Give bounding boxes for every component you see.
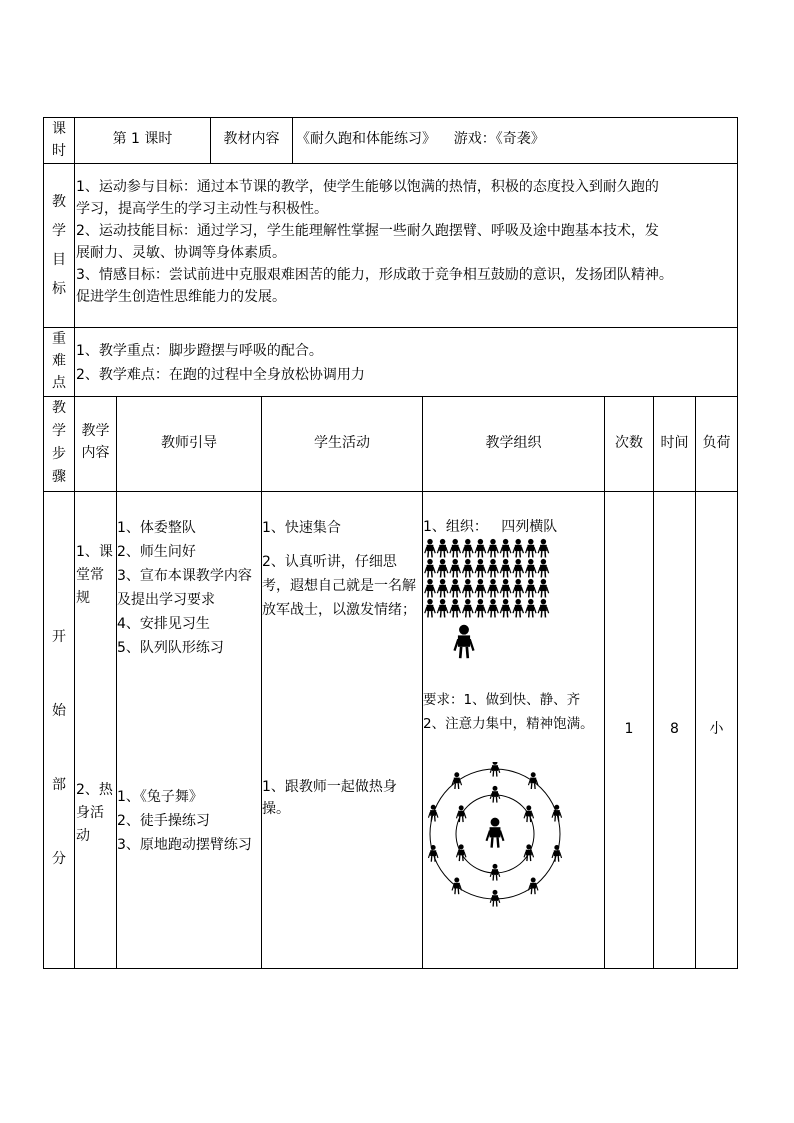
- student-figure-icon: [452, 877, 462, 894]
- content-label: 教材内容: [223, 131, 280, 147]
- times-value: 1: [624, 721, 634, 737]
- section-content-1: 1、课堂常规: [76, 544, 113, 606]
- teacher-item: 5、队列队形练习: [117, 640, 224, 656]
- student-figure-icon: [475, 539, 486, 557]
- objectives-label: 教学目标: [52, 194, 66, 297]
- student-figure-icon: [437, 579, 448, 597]
- student-figure-icon: [425, 599, 436, 617]
- student-figure-icon: [538, 539, 549, 557]
- student-figure-icon: [528, 772, 538, 789]
- student-figure-icon: [425, 579, 436, 597]
- header-teacher: 教师引导: [161, 435, 217, 451]
- student-figure-icon: [428, 845, 438, 862]
- objective-line: 促进学生创造性思维能力的发展。: [76, 289, 286, 305]
- four-row-formation-diagram: [423, 536, 604, 666]
- student-figure-icon: [475, 599, 486, 617]
- organization-requirements: [423, 688, 604, 736]
- student-figure-icon: [450, 579, 461, 597]
- student-figure-icon: [528, 877, 538, 894]
- student-figure-icon: [437, 559, 448, 577]
- objective-line: 3、情感目标：尝试前进中克服艰难困苦的能力，形成敢于竞争相互鼓励的意识，发扬团队精神。: [76, 267, 673, 283]
- content-value: 《耐久跑和体能练习》 游戏：《奇袭》: [296, 131, 545, 147]
- load-value: 小: [709, 721, 724, 737]
- student-figure-icon: [552, 845, 562, 862]
- teacher-item: 3、原地跑动摆臂练习: [117, 837, 252, 853]
- student-figure-icon: [526, 559, 537, 577]
- student-figure-icon: [500, 599, 511, 617]
- student-figure-icon: [490, 890, 500, 907]
- student-figure-icon: [490, 762, 500, 777]
- header-organization: 教学组织: [485, 435, 542, 451]
- teacher-item: 2、师生问好: [117, 544, 196, 560]
- student-figure-icon: [513, 539, 524, 557]
- student-figure-icon: [456, 805, 466, 822]
- teacher-item: 1、《兔子舞》: [117, 789, 203, 805]
- student-figure-icon: [552, 805, 562, 822]
- student-figure-icon: [425, 539, 436, 557]
- student-figure-icon: [488, 559, 499, 577]
- student-item: 2、认真听讲，仔细思考，遐想自己就是一名解放军战士，以激发情绪；: [262, 554, 416, 618]
- duration-value: 8: [670, 721, 679, 737]
- objective-line: 2、运动技能目标：通过学习，学生能理解性掌握一些耐久跑摆臂、呼吸及途中跑基本技术，发: [76, 223, 659, 239]
- student-figure-icon: [475, 579, 486, 597]
- student-figure-icon: [463, 599, 474, 617]
- objective-line: 展耐力、灵敏、协调等身体素质。: [76, 245, 286, 261]
- student-item: 1、快速集合: [262, 520, 341, 536]
- student-figure-icon: [500, 579, 511, 597]
- student-figure-icon: [526, 599, 537, 617]
- student-figure-icon: [450, 599, 461, 617]
- student-figure-icon: [490, 864, 500, 881]
- key-points-label: 重难点: [52, 331, 66, 391]
- teacher-guide-2: [117, 785, 261, 857]
- student-figure-icon: [463, 559, 474, 577]
- student-figure-icon: [500, 559, 511, 577]
- header-content: 教学内容: [81, 423, 110, 461]
- teacher-item: 1、体委整队: [117, 520, 196, 536]
- student-figure-icon: [513, 559, 524, 577]
- student-figure-icon: [437, 599, 448, 617]
- warmup-circle-diagram: [423, 762, 604, 912]
- teacher-guide-1: [117, 516, 261, 660]
- section-label: 开始部分: [52, 629, 66, 867]
- student-figure-icon: [488, 539, 499, 557]
- requirement-line: 要求：1、做到快、静、齐: [423, 692, 581, 708]
- student-figure-icon: [538, 579, 549, 597]
- teacher-item: 4、安排见习生: [117, 616, 210, 632]
- student-figure-icon: [437, 539, 448, 557]
- student-activity-2: [262, 776, 422, 820]
- student-figure-icon: [526, 579, 537, 597]
- student-figure-icon: [500, 539, 511, 557]
- header-duration: 时间: [660, 435, 689, 451]
- student-figure-icon: [488, 599, 499, 617]
- student-item: 1、跟教师一起做热身操。: [262, 779, 397, 817]
- header-load: 负荷: [702, 435, 731, 451]
- student-figure-icon: [450, 559, 461, 577]
- student-figure-icon: [463, 579, 474, 597]
- header-times: 次数: [615, 435, 643, 451]
- key-point-line: 1、教学重点：脚步蹬摆与呼吸的配合。: [76, 343, 323, 359]
- student-figure-icon: [538, 599, 549, 617]
- organization-title: 1、组织： 四列横队: [423, 519, 558, 535]
- objective-line: 1、运动参与目标：通过本节课的教学，使学生能够以饱满的热情，积极的态度投入到耐久跑的: [76, 179, 659, 195]
- teacher-center-icon: [487, 818, 504, 848]
- teacher-figure-icon: [455, 625, 474, 658]
- student-figure-icon: [450, 539, 461, 557]
- header-steps: 教学步骤: [52, 400, 66, 485]
- student-figure-icon: [538, 559, 549, 577]
- student-figure-icon: [513, 579, 524, 597]
- key-point-line: 2、教学难点：在跑的过程中全身放松协调用力: [76, 367, 365, 383]
- student-figure-icon: [513, 599, 524, 617]
- header-student: 学生活动: [314, 435, 370, 451]
- student-figure-icon: [490, 786, 500, 803]
- student-figure-icon: [488, 579, 499, 597]
- requirement-line: 2、注意力集中，精神饱满。: [423, 716, 594, 732]
- student-figure-icon: [526, 539, 537, 557]
- student-figure-icon: [463, 539, 474, 557]
- student-figure-icon: [475, 559, 486, 577]
- section-content-2: 2、热身活动: [76, 782, 113, 844]
- teacher-item: 3、宣布本课教学内容及提出学习要求: [117, 568, 252, 608]
- student-figure-icon: [428, 805, 438, 822]
- teacher-item: 2、徒手操练习: [117, 813, 210, 829]
- objectives-text: [76, 176, 736, 308]
- student-figure-icon: [452, 772, 462, 789]
- student-figure-icon: [524, 805, 534, 822]
- key-points-text: [76, 339, 736, 387]
- objective-line: 学习，提高学生的学习主动性与积极性。: [76, 201, 328, 217]
- student-figure-icon: [425, 559, 436, 577]
- student-activity-1: [262, 516, 422, 622]
- period-label: 课时: [52, 121, 66, 159]
- period-value: 第 1 课时: [112, 131, 173, 147]
